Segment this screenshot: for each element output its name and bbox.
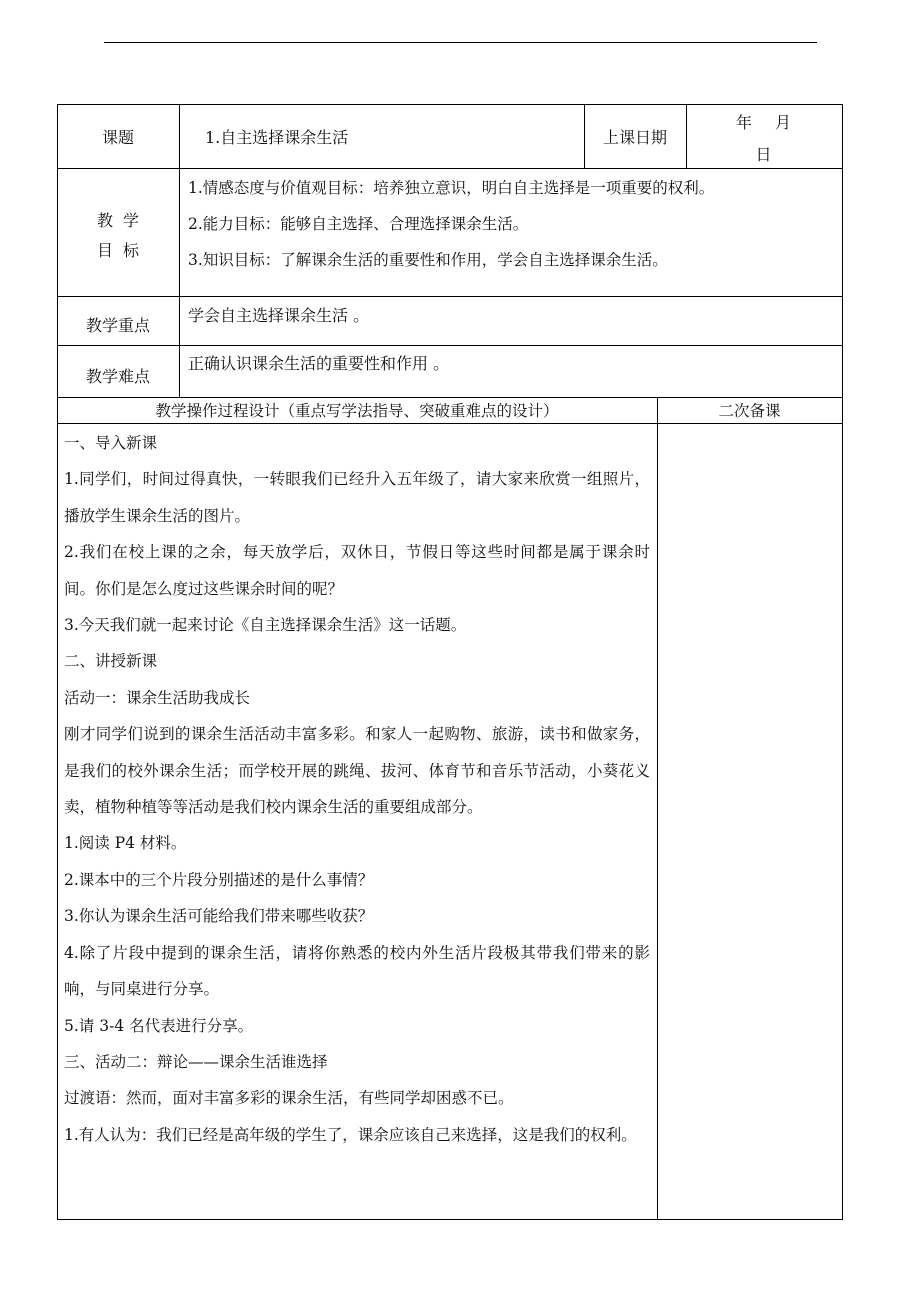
topic-value: 1.自主选择课余生活 bbox=[205, 128, 349, 147]
col-divider bbox=[657, 397, 658, 1219]
process-paragraph: 活动一：课余生活助我成长 bbox=[64, 688, 251, 707]
date-month: 月 bbox=[775, 113, 792, 132]
process-paragraph: 1.阅读 P4 材料。 bbox=[64, 834, 187, 853]
goal-item: 3.知识目标：了解课余生活的重要性和作用，学会自主选择课余生活。 bbox=[188, 251, 668, 269]
process-paragraph: 过渡语：然而，面对丰富多彩的课余生活，有些同学却困惑不已。 bbox=[64, 1089, 514, 1108]
row-divider bbox=[57, 296, 843, 297]
process-paragraph: 三、活动二：辩论——课余生活谁选择 bbox=[64, 1052, 328, 1071]
process-paragraph: 二、讲授新课 bbox=[64, 652, 158, 671]
topic-label: 课题 bbox=[101, 127, 134, 147]
date-year: 年 bbox=[735, 113, 752, 132]
goals-label bbox=[57, 206, 179, 266]
date-day: 日 bbox=[755, 145, 772, 164]
process-paragraph: 2.我们在校上课的之余，每天放学后，双休日，节假日等这些时间都是属于课余时间。你们是怎么度过这些课余时间的呢？ bbox=[64, 543, 650, 598]
date-year-month bbox=[686, 110, 841, 133]
process-paragraph: 刚才同学们说到的课余生活活动丰富多彩。和家人一起购物、旅游，读书和做家务，是我们的校外课余生活；而学校开展的跳绳、拔河、体育节和音乐节活动，小葵花义卖，植物种植等等活动是我们校内课余生活的重要组成部分。 bbox=[64, 725, 650, 817]
table-border-bottom bbox=[57, 1219, 843, 1220]
process-header: 教学操作过程设计（重点写学法指导、突破重难点的设计） bbox=[155, 402, 559, 420]
process-paragraph: 一、导入新课 bbox=[64, 434, 158, 452]
key-point-label: 教学重点 bbox=[85, 315, 150, 335]
process-paragraph: 2.课本中的三个片段分别描述的是什么事情？ bbox=[64, 870, 374, 889]
key-point-value: 学会自主选择课余生活 。 bbox=[188, 306, 370, 325]
goals-label-line1: 教学 bbox=[96, 211, 149, 230]
col-divider bbox=[179, 104, 180, 397]
goal-item: 1.情感态度与价值观目标：培养独立意识，明白自主选择是一项重要的权利。 bbox=[188, 179, 715, 197]
table-border-left bbox=[57, 104, 58, 1219]
process-paragraph: 5.请 3-4 名代表进行分享。 bbox=[64, 1016, 254, 1035]
process-paragraph: 3.今天我们就一起来讨论《自主选择课余生活》这一话题。 bbox=[64, 616, 467, 635]
date-label: 上课日期 bbox=[602, 127, 667, 147]
goals-list bbox=[188, 170, 840, 278]
second-prep-header: 二次备课 bbox=[718, 402, 781, 420]
row-divider bbox=[57, 345, 843, 346]
difficulty-label: 教学难点 bbox=[85, 366, 150, 386]
process-content bbox=[64, 425, 650, 1153]
table-border-right bbox=[842, 104, 843, 1219]
row-divider bbox=[57, 168, 843, 169]
row-divider bbox=[57, 423, 843, 424]
process-paragraph: 3.你认为课余生活可能给我们带来哪些收获？ bbox=[64, 907, 374, 926]
goals-label-line2: 目标 bbox=[96, 241, 149, 260]
goal-item: 2.能力目标：能够自主选择、合理选择课余生活。 bbox=[188, 215, 529, 233]
process-paragraph: 4.除了片段中提到的课余生活，请将你熟悉的校内外生活片段极其带我们带来的影响，与同桌进行分享。 bbox=[64, 943, 650, 999]
header-rule bbox=[104, 42, 817, 43]
difficulty-value: 正确认识课余生活的重要性和作用 。 bbox=[188, 354, 450, 373]
process-paragraph: 1.同学们，时间过得真快，一转眼我们已经升入五年级了，请大家来欣赏一组照片，播放学生课余生活的图片。 bbox=[64, 470, 650, 525]
process-paragraph: 1.有人认为：我们已经是高年级的学生了，课余应该自己来选择，这是我们的权利。 bbox=[64, 1125, 637, 1144]
